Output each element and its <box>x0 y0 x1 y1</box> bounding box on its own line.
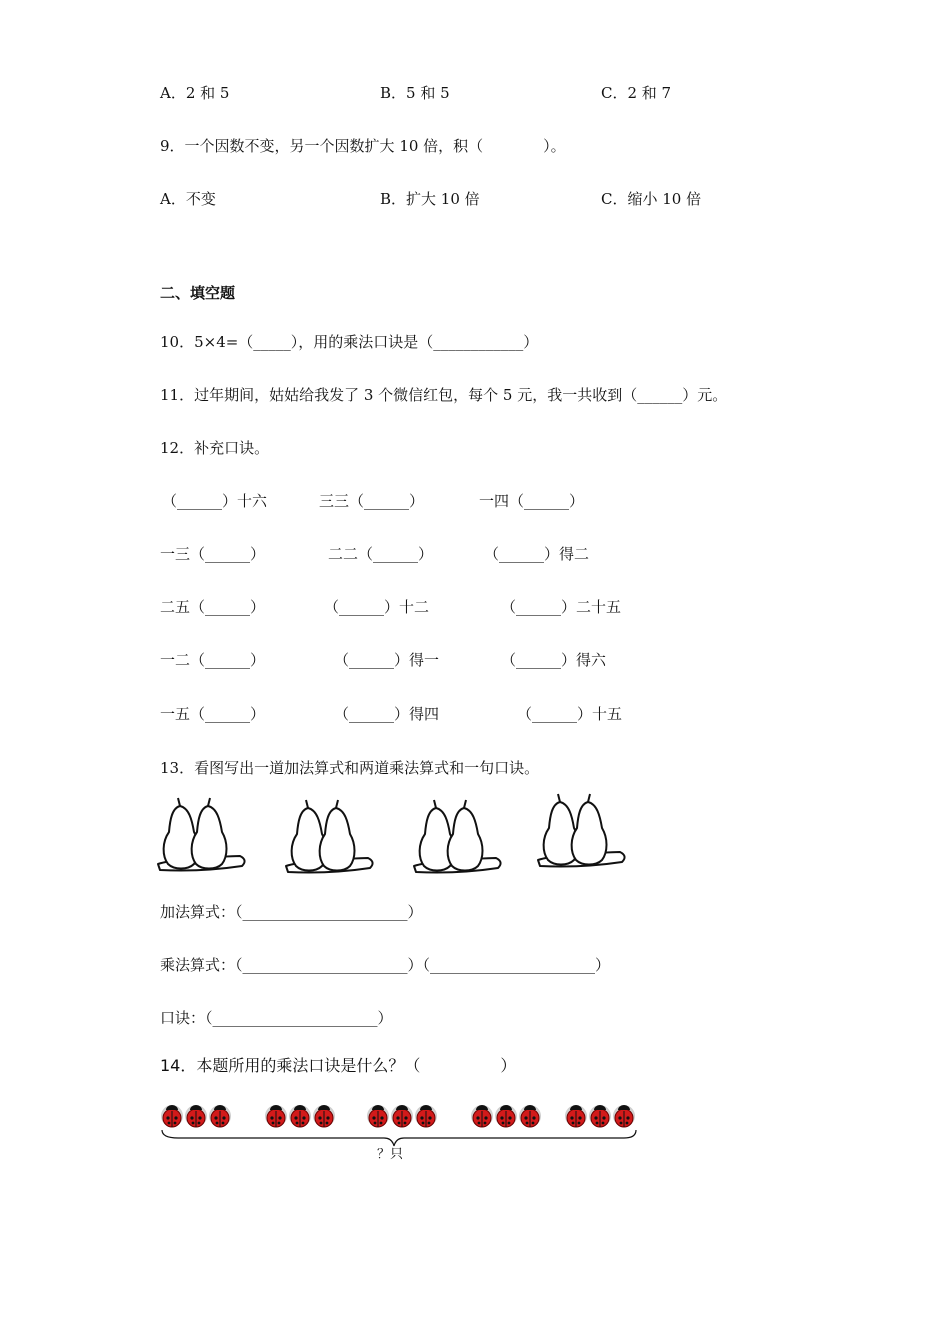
q12-cell: （______）得二 <box>484 545 590 563</box>
ladybug-group <box>161 1105 231 1127</box>
q9-option-a: A．不变 <box>160 190 216 208</box>
q12-cell: 二二（______） <box>328 545 434 563</box>
q13-multiplication: 乘法算式：（______________________）（______________________） <box>160 956 611 974</box>
q12-cell: （______）二十五 <box>501 598 622 616</box>
q12-cell: （______）得一 <box>334 651 440 669</box>
q12-cell: （______）十二 <box>324 598 430 616</box>
q13-addition: 加法算式：（______________________） <box>160 903 423 921</box>
pear-group <box>538 794 625 867</box>
q13-rhyme: 口诀：（______________________） <box>160 1009 393 1027</box>
pear-group <box>414 800 501 873</box>
q13-stem: 13．看图写出一道加法算式和两道乘法算式和一句口诀。 <box>160 759 540 777</box>
ladybug-group <box>565 1105 635 1127</box>
q8-option-c: C．2 和 7 <box>601 84 672 102</box>
q12-cell: （______）得四 <box>334 705 440 723</box>
q12-cell: （______）十五 <box>517 705 623 723</box>
q12-cell: 二五（______） <box>160 598 266 616</box>
q12-cell: 一四（______） <box>479 492 585 510</box>
pear-group <box>286 800 373 873</box>
q12-stem: 12．补充口诀。 <box>160 439 270 457</box>
brace-label: ？只 <box>377 1147 404 1162</box>
pear-illustration <box>156 794 626 876</box>
q8-option-a: A．2 和 5 <box>160 84 230 102</box>
pear-group <box>158 798 245 871</box>
q9-option-b: B．扩大 10 倍 <box>380 190 480 208</box>
q12-cell: 一五（______） <box>160 705 266 723</box>
q10: 10．5×4=（_____），用的乘法口诀是（____________） <box>160 333 539 351</box>
q12-cell: 三三（______） <box>319 492 425 510</box>
q12-cell: （______）得六 <box>501 651 607 669</box>
q8-option-b: B．5 和 5 <box>380 84 450 102</box>
q14-stem: 14．本题所用的乘法口诀是什么？（ ） <box>160 1056 517 1075</box>
section-title: 二、填空题 <box>160 284 236 302</box>
ladybug-group <box>265 1105 335 1127</box>
q9-stem: 9．一个因数不变，另一个因数扩大 10 倍，积（ ）。 <box>160 137 566 155</box>
q9-option-c: C．缩小 10 倍 <box>601 190 702 208</box>
q11: 11．过年期间，姑姑给我发了 3 个微信红包，每个 5 元，我一共收到（______）元。 <box>160 386 728 404</box>
ladybug-group <box>471 1105 541 1127</box>
q12-cell: （______）十六 <box>162 492 268 510</box>
ladybug-group <box>367 1105 437 1127</box>
q12-cell: 一二（______） <box>160 651 266 669</box>
q12-cell: 一三（______） <box>160 545 266 563</box>
